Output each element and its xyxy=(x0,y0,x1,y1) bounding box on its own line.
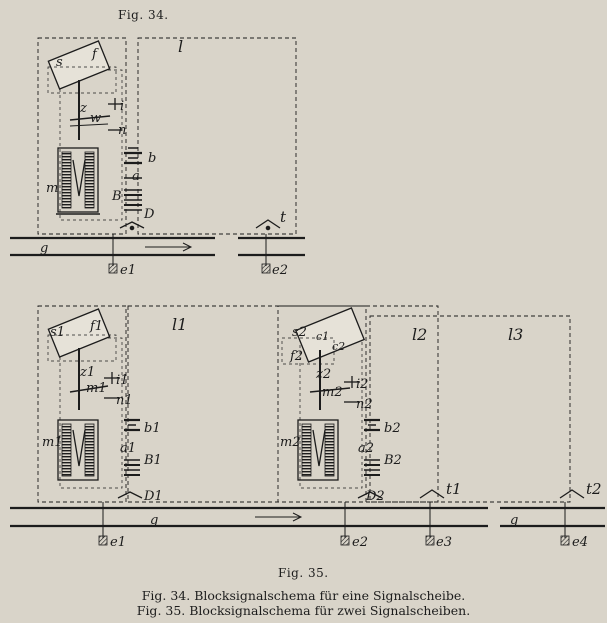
svg-text:a1: a1 xyxy=(120,441,137,456)
svg-text:c2: c2 xyxy=(332,340,346,353)
svg-text:i2: i2 xyxy=(356,377,369,392)
svg-text:l3: l3 xyxy=(508,325,524,344)
fig34-label-w: w xyxy=(90,111,102,126)
svg-text:m1: m1 xyxy=(42,435,63,450)
svg-text:e2: e2 xyxy=(352,535,368,550)
svg-text:e3: e3 xyxy=(436,535,452,550)
fig35-box-l3 xyxy=(370,316,570,502)
caption-fig35: Fig. 35. Blocksignalschema für zwei Signalscheiben. xyxy=(136,603,471,618)
svg-text:e1: e1 xyxy=(110,535,126,550)
svg-text:t1: t1 xyxy=(446,480,462,498)
fig34-label-s: s xyxy=(56,55,63,70)
svg-text:z2: z2 xyxy=(316,367,332,382)
fig34-label-l: l xyxy=(178,37,184,56)
svg-text:g: g xyxy=(150,513,159,528)
svg-text:c1: c1 xyxy=(316,330,330,343)
fig34-label-i: i xyxy=(120,99,125,114)
svg-text:l1: l1 xyxy=(172,315,188,334)
fig35-box-l1 xyxy=(128,306,438,502)
svg-text:f2: f2 xyxy=(290,349,304,364)
svg-text:D2: D2 xyxy=(366,489,385,504)
svg-text:D1: D1 xyxy=(144,489,163,504)
svg-text:g: g xyxy=(510,513,519,528)
svg-text:n2: n2 xyxy=(356,397,373,412)
fig34-label-m: m xyxy=(46,181,59,196)
fig35-title: Fig. 35. xyxy=(278,566,329,580)
svg-text:a2: a2 xyxy=(358,441,375,456)
svg-text:n1: n1 xyxy=(116,393,133,408)
fig34-label-a: a xyxy=(132,169,140,184)
fig34-label-B: B xyxy=(112,189,122,204)
fig34-box-right xyxy=(138,38,296,234)
svg-text:z1: z1 xyxy=(80,365,96,380)
svg-text:i1: i1 xyxy=(116,373,129,388)
fig34-label-D: D xyxy=(144,207,155,222)
svg-text:l2: l2 xyxy=(412,325,428,344)
fig34-label-f: f xyxy=(92,47,97,62)
fig34-label-t: t xyxy=(280,208,287,226)
fig34-label-e1: e1 xyxy=(120,263,136,278)
svg-text:e4: e4 xyxy=(572,535,588,550)
svg-text:m2: m2 xyxy=(280,435,301,450)
svg-text:b2: b2 xyxy=(384,421,401,436)
fig34-label-e2: e2 xyxy=(272,263,288,278)
svg-text:s2: s2 xyxy=(292,325,307,340)
svg-text:b1: b1 xyxy=(144,421,161,436)
fig34-title: Fig. 34. xyxy=(118,8,169,22)
svg-text:s1: s1 xyxy=(50,325,65,340)
fig34-label-b: b xyxy=(148,151,157,166)
svg-text:t2: t2 xyxy=(586,480,602,498)
svg-text:B2: B2 xyxy=(384,453,402,468)
caption-fig34: Fig. 34. Blocksignalschema für eine Signalscheibe. xyxy=(141,588,466,603)
fig34-label-z: z xyxy=(80,101,87,116)
svg-text:f1: f1 xyxy=(90,319,104,334)
svg-text:m2: m2 xyxy=(322,385,343,400)
fig34-label-n: n xyxy=(118,123,127,138)
svg-text:m1: m1 xyxy=(86,381,107,396)
fig34-label-g: g xyxy=(40,241,49,256)
fig34-diagram xyxy=(10,38,305,273)
svg-text:B1: B1 xyxy=(144,453,162,468)
